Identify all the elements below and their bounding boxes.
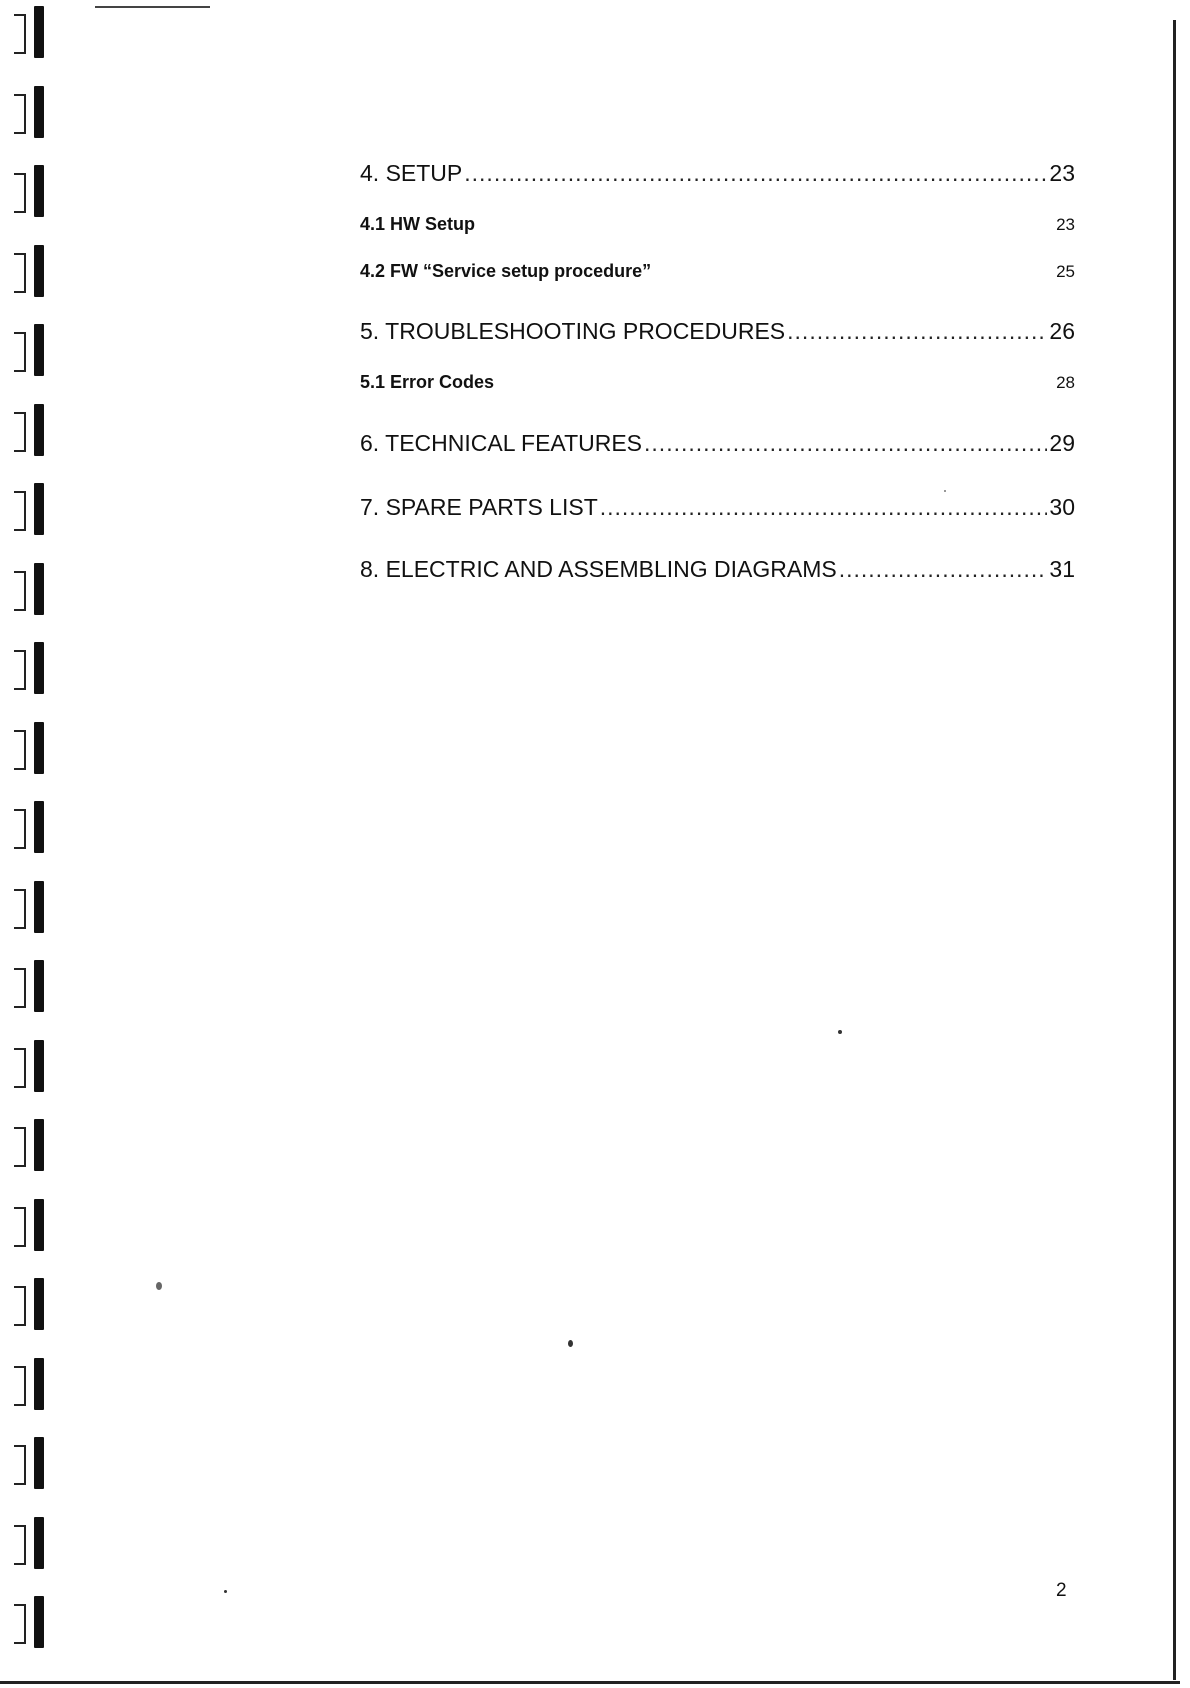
toc-entry-troubleshooting xyxy=(360,318,1075,345)
toc-entry-page: 26 xyxy=(1049,318,1075,344)
spiral-binding xyxy=(0,0,60,1688)
toc-entry-title: 4.2 FW “Service setup procedure” xyxy=(360,261,652,281)
scan-speck xyxy=(838,1030,842,1034)
dot-leader xyxy=(787,318,1047,345)
binding-hole xyxy=(8,6,52,62)
scan-speck xyxy=(568,1340,573,1347)
toc-entry-title: 4.1 HW Setup xyxy=(360,214,476,234)
toc-entry-spare-parts xyxy=(360,494,1075,521)
binding-hole xyxy=(8,404,52,460)
binding-hole xyxy=(8,1278,52,1334)
binding-hole xyxy=(8,642,52,698)
binding-hole xyxy=(8,1437,52,1493)
toc-entry-page: 31 xyxy=(1049,556,1075,582)
toc-entry-page: 28 xyxy=(1056,373,1075,392)
binding-hole xyxy=(8,165,52,221)
binding-hole xyxy=(8,1199,52,1255)
toc-entry-page: 30 xyxy=(1049,494,1075,520)
toc-entry-page: 29 xyxy=(1049,430,1075,456)
toc-entry-fw-service-setup xyxy=(360,261,1075,282)
toc-entry-title: 7. SPARE PARTS LIST xyxy=(360,494,598,520)
scan-speck xyxy=(156,1282,162,1290)
toc-entry-hw-setup xyxy=(360,214,1075,235)
scan-speck xyxy=(944,490,946,492)
binding-hole xyxy=(8,324,52,380)
binding-hole xyxy=(8,881,52,937)
toc-entry-title: 6. TECHNICAL FEATURES xyxy=(360,430,643,456)
binding-hole xyxy=(8,86,52,142)
binding-hole xyxy=(8,1040,52,1096)
binding-hole xyxy=(8,563,52,619)
scan-speck xyxy=(224,1590,227,1593)
toc-entry-setup xyxy=(360,160,1075,187)
dot-leader xyxy=(600,494,1048,521)
binding-hole xyxy=(8,1119,52,1175)
binding-hole xyxy=(8,483,52,539)
binding-hole xyxy=(8,1517,52,1573)
toc-entry-title: 4. SETUP xyxy=(360,160,463,186)
binding-hole xyxy=(8,960,52,1016)
dot-leader xyxy=(464,160,1047,187)
toc-entry-error-codes xyxy=(360,372,1075,393)
top-rule xyxy=(95,6,210,8)
toc-entry-electric-diagrams xyxy=(360,556,1075,583)
page-number: 2 xyxy=(1056,1580,1067,1601)
page-edge-bottom xyxy=(0,1681,1180,1684)
toc-entry-title: 8. ELECTRIC AND ASSEMBLING DIAGRAMS xyxy=(360,556,837,582)
page-edge-right xyxy=(1173,20,1176,1680)
dot-leader xyxy=(644,430,1047,457)
binding-hole xyxy=(8,722,52,778)
toc-entry-page: 23 xyxy=(1056,215,1075,234)
dot-leader xyxy=(839,556,1048,583)
toc-entry-page: 23 xyxy=(1049,160,1075,186)
toc-entry-title: 5. TROUBLESHOOTING PROCEDURES xyxy=(360,318,786,344)
binding-hole xyxy=(8,801,52,857)
toc-entry-title: 5.1 Error Codes xyxy=(360,372,495,392)
toc-entry-page: 25 xyxy=(1056,262,1075,281)
binding-hole xyxy=(8,1596,52,1652)
toc-entry-technical-features xyxy=(360,430,1075,457)
binding-hole xyxy=(8,1358,52,1414)
binding-hole xyxy=(8,245,52,301)
